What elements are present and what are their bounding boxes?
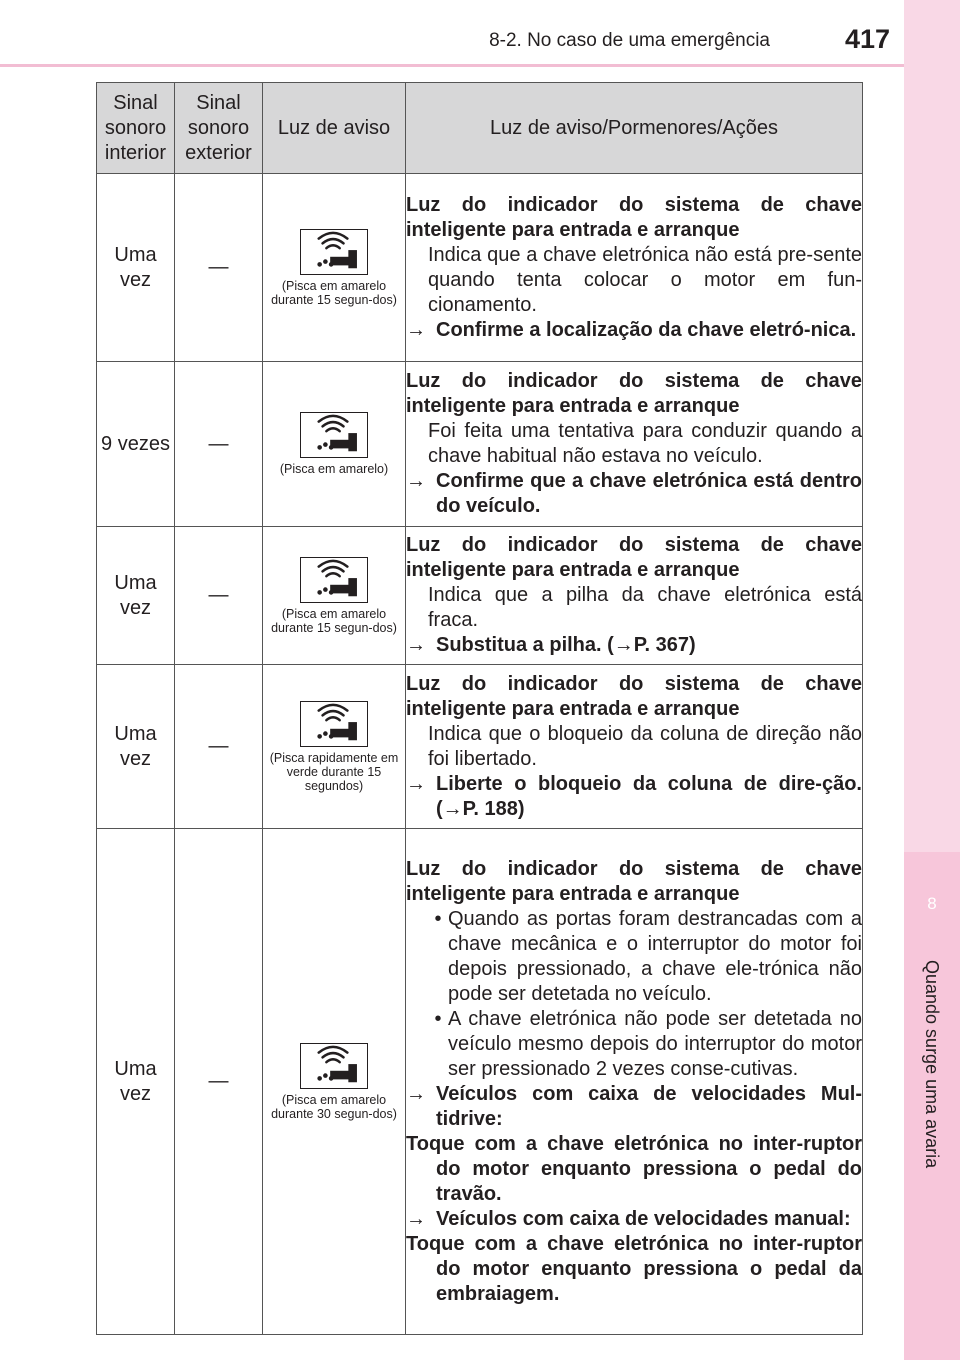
col-header-warning-light: Luz de aviso <box>263 83 406 174</box>
action <box>406 772 862 822</box>
smart-key-icon <box>300 412 368 458</box>
arrow-icon: → <box>406 1207 426 1230</box>
col-header-exterior: Sinal sonoro exterior <box>175 83 263 174</box>
bullet-item <box>406 907 862 1007</box>
table-row <box>97 527 863 665</box>
smart-key-icon <box>300 229 368 275</box>
interior-buzzer: Uma vez <box>97 665 175 829</box>
description: Indica que a pilha da chave eletrónica está fraca. <box>428 584 862 631</box>
bullet-text: A chave eletrónica não pode ser detetada no veículo mesmo depois do interruptor do motor ser pressionado 2 vezes conse-cutivas. <box>448 1007 862 1080</box>
exterior-buzzer: — <box>175 665 263 829</box>
exterior-buzzer: — <box>175 829 263 1335</box>
light-title: Luz do indicador do sistema de chave inteligente para entrada e arranque <box>406 672 862 720</box>
action <box>406 1207 862 1307</box>
warning-light-cell <box>263 174 406 362</box>
chapter-title: Quando surge uma avaria <box>922 960 942 1169</box>
bullet-item <box>406 1007 862 1082</box>
icon-caption: (Pisca rapidamente em verde durante 15 segundos) <box>269 750 399 793</box>
table-row <box>97 829 863 1335</box>
arrow-icon: → <box>406 1082 426 1105</box>
light-title: Luz do indicador do sistema de chave inteligente para entrada e arranque <box>406 857 862 905</box>
action <box>406 633 862 658</box>
description: Foi feita uma tentativa para conduzir quando a chave habitual não estava no veículo. <box>428 420 862 467</box>
smart-key-icon <box>300 701 368 747</box>
interior-buzzer: 9 vezes <box>97 362 175 527</box>
interior-buzzer: Uma vez <box>97 174 175 362</box>
smart-key-icon <box>300 1043 368 1089</box>
smart-key-icon <box>300 557 368 603</box>
exterior-buzzer: — <box>175 362 263 527</box>
arrow-icon: → <box>406 634 426 656</box>
warning-light-cell <box>263 527 406 665</box>
action <box>406 469 862 519</box>
warning-light-cell <box>263 665 406 829</box>
table-row <box>97 665 863 829</box>
side-tab-background <box>904 0 960 852</box>
action-text: Toque com a chave eletrónica no inter-ruptor do motor enquanto pressiona o pedal do travão. <box>406 1132 862 1205</box>
light-title: Luz do indicador do sistema de chave inteligente para entrada e arranque <box>406 370 862 417</box>
action <box>406 1082 862 1207</box>
action-condition: Veículos com caixa de velocidades Mul-tidrive: <box>436 1082 862 1130</box>
action-text: Liberte o bloqueio da coluna de dire-ção. (→P. 188) <box>436 772 862 820</box>
chapter-number: 8 <box>927 894 937 913</box>
icon-caption: (Pisca em amarelo durante 15 segun-dos) <box>271 606 397 635</box>
col-header-interior: Sinal sonoro interior <box>97 83 175 174</box>
exterior-buzzer: — <box>175 527 263 665</box>
table-header-row <box>97 83 863 174</box>
details-cell <box>406 362 863 527</box>
details-cell <box>406 527 863 665</box>
arrow-icon: → <box>406 318 426 341</box>
section-title: 8-2. No caso de uma emergência <box>489 30 770 51</box>
warning-light-cell <box>263 829 406 1335</box>
details-cell <box>406 174 863 362</box>
arrow-icon: → <box>406 470 426 492</box>
action-text: Confirme que a chave eletrónica está dentro do veículo. <box>436 470 862 517</box>
bullet-icon: • <box>434 907 442 930</box>
action <box>406 318 862 343</box>
bullet-icon: • <box>434 1007 442 1030</box>
table-row <box>97 174 863 362</box>
warning-light-cell <box>263 362 406 527</box>
description: Indica que a chave eletrónica não está pre-sente quando tenta colocar o motor em fun-cionamento. <box>428 243 862 316</box>
bullet-text: Quando as portas foram destrancadas com a chave mecânica e o interruptor do motor foi depois pressionado, a chave ele-trónica não pode ser detetada no veículo. <box>448 907 862 1005</box>
details-cell <box>406 665 863 829</box>
header-rule <box>0 64 904 67</box>
action-text: Substitua a pilha. (→P. 367) <box>436 634 696 656</box>
icon-caption: (Pisca em amarelo durante 30 segun-dos) <box>271 1092 397 1121</box>
icon-caption: (Pisca em amarelo) <box>279 462 389 476</box>
details-cell <box>406 829 863 1335</box>
action-text: Toque com a chave eletrónica no inter-ruptor do motor enquanto pressiona o pedal da embraiagem. <box>406 1232 862 1305</box>
interior-buzzer: Uma vez <box>97 829 175 1335</box>
action-text: Confirme a localização da chave eletró-nica. <box>436 318 857 341</box>
light-title: Luz do indicador do sistema de chave inteligente para entrada e arranque <box>406 534 862 581</box>
light-title: Luz do indicador do sistema de chave inteligente para entrada e arranque <box>406 193 862 241</box>
description: Indica que o bloqueio da coluna de direção não foi libertado. <box>428 722 862 770</box>
col-header-details: Luz de aviso/Pormenores/Ações <box>406 83 863 174</box>
exterior-buzzer: — <box>175 174 263 362</box>
arrow-icon: → <box>406 772 426 795</box>
page-number: 417 <box>844 24 890 54</box>
action-condition: Veículos com caixa de velocidades manual: <box>436 1207 851 1230</box>
interior-buzzer: Uma vez <box>97 527 175 665</box>
warning-table <box>96 82 863 1335</box>
table-row <box>97 362 863 527</box>
icon-caption: (Pisca em amarelo durante 15 segun-dos) <box>271 278 397 307</box>
